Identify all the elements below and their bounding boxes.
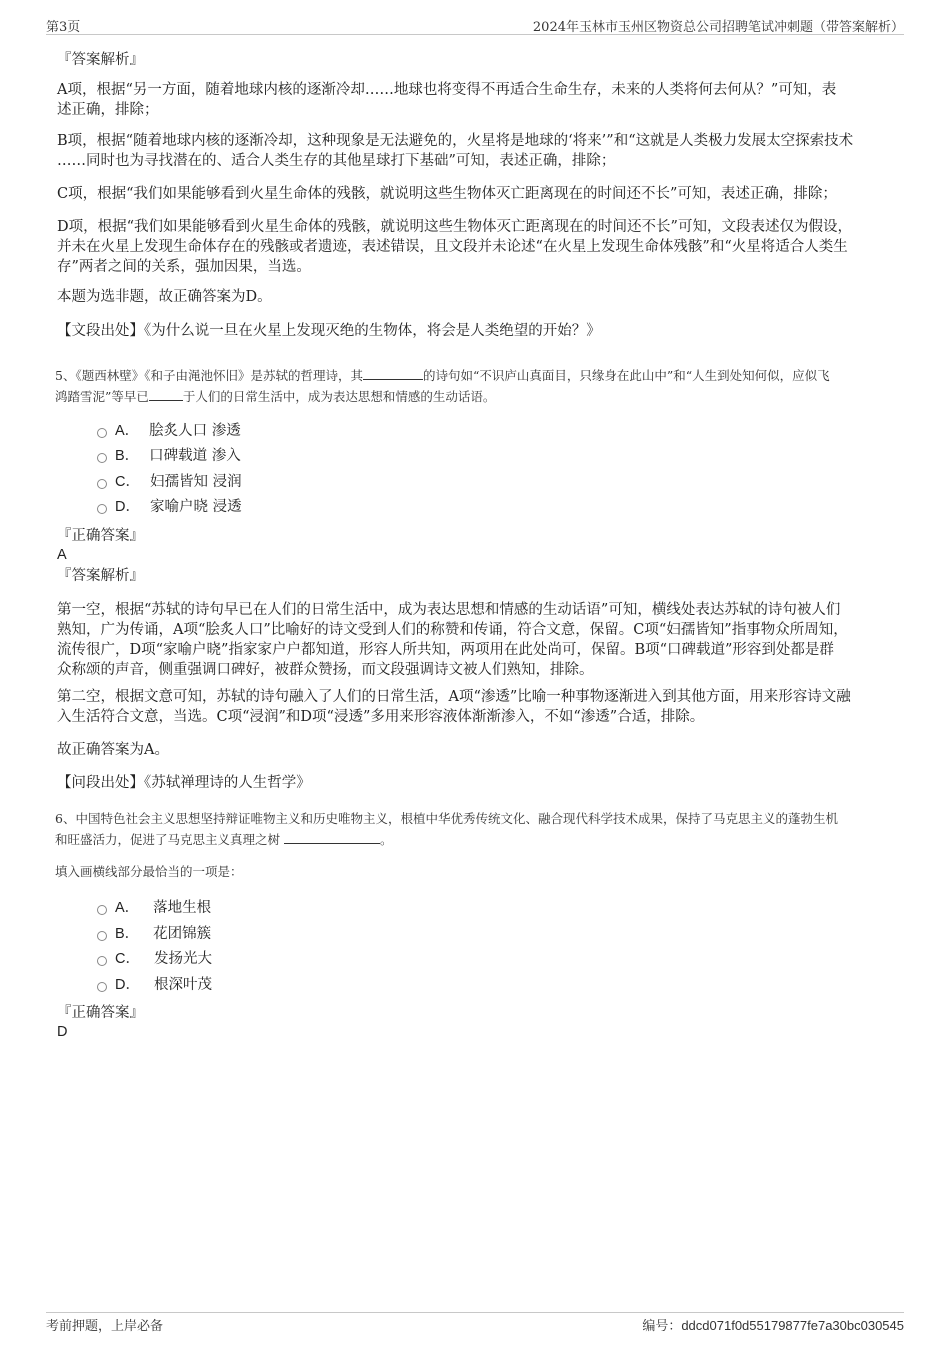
q5-answer: A (57, 547, 67, 563)
q4-answer-summary: 本题为选非题，故正确答案为D。 (57, 289, 272, 305)
q4-analysis-d-line1: D项，根据“我们如果能够看到火星生命体的残骸，就说明这些生物体灭亡距离现在的时间还不长”可知，文段表述仅为假设， (57, 219, 852, 235)
radio-button[interactable] (97, 931, 107, 941)
blank-line (284, 829, 380, 844)
q4-analysis-a-line2: 述正确，排除； (57, 102, 159, 118)
radio-button[interactable] (97, 453, 107, 463)
q5-analysis-1-line2: 熟知，广为传诵，A项“脍炙人口”比喻好的诗文受到人们的称赞和传诵，符合文意，保留。C项“妇孺皆知”指事物众所周知， (57, 622, 848, 638)
q4-analysis-d-line2: 并未在火星上发现生命体存在的残骸或者遗迹，表述错误，且文段并未论述“在火星上发现生命体残骸”和“火星将适合人类生 (57, 239, 848, 255)
q5-source: 【问段出处】《苏轼禅理诗的人生哲学》 (57, 775, 311, 791)
radio-button[interactable] (97, 504, 107, 514)
q4-analysis-b-line1: B项，根据“随着地球内核的逐渐冷却，这种现象是无法避免的，火星将是地球的‘将来’”和“这就是人类极力发展太空探索技术 (57, 133, 854, 149)
q4-analysis-b-line2: ……同时也为寻找潜在的、适合人类生存的其他星球打下基础”可知，表述正确，排除； (57, 153, 616, 169)
q4-source: 【文段出处】《为什么说一旦在火星上发现灭绝的生物体，将会是人类绝望的开始？》 (57, 323, 601, 339)
q5-stem-line1: 5、《题西林壁》《和子由渑池怀旧》是苏轼的哲理诗，其 的诗句如“不识庐山真面目，只缘身在此山中”和“人生到处知何似，应似飞 (55, 365, 895, 386)
footer-slogan: 考前押题，上岸必备 (46, 1319, 164, 1334)
q6-answer-tag: 『正确答案』 (57, 1005, 144, 1021)
q4-analysis-b (57, 131, 889, 171)
q5-analysis-1-line1: 第一空，根据“苏轼的诗句早已在人们的日常生活中，成为表达思想和情感的生动话语”可知，横线处表达苏轼的诗句被人们 (57, 602, 841, 618)
q5-answer-tag: 『正确答案』 (57, 528, 144, 544)
q6-option-a[interactable]: A． 落地生根 (97, 898, 211, 918)
q6-option-d[interactable]: D． 根深叶茂 (97, 975, 212, 995)
q4-analysis-c: C项，根据“我们如果能够看到火星生命体的残骸，就说明这些生物体灭亡距离现在的时间还不长”可知，表述正确，排除； (57, 186, 837, 202)
q5-option-a[interactable]: A． 脍炙人口 渗透 (97, 421, 241, 441)
q5-answer-summary: 故正确答案为A。 (57, 742, 169, 758)
q5-option-b[interactable]: B． 口碑载道 渗入 (97, 446, 241, 466)
footer-code: 编号：ddcd071f0d55179877fe7a30bc030545 (642, 1318, 904, 1334)
radio-button[interactable] (97, 956, 107, 966)
radio-button[interactable] (97, 479, 107, 489)
q5-analysis-1-line3: 流传很广，D项“家喻户晓”指家家户户都知道，形容人所共知，两项用在此处尚可，保留。B项“口碑载道”形容到处都是群 (57, 642, 834, 658)
q4-analysis-d-line3: 存”两者之间的关系，强加因果，当选。 (57, 259, 311, 275)
q5-analysis-tag: 『答案解析』 (57, 568, 144, 584)
q4-analysis-a (57, 80, 889, 120)
q6-stem-line1: 6、中国特色社会主义思想坚持辩证唯物主义和历史唯物主义，根植中华优秀传统文化、融合现代科学技术成果，保持了马克思主义的蓬勃生机 (55, 811, 838, 826)
q5-analysis-2-line2: 入生活符合文意，当选。C项“浸润”和D项“浸透”多用来形容液体渐渐渗入，不如“渗透”合适，排除。 (57, 709, 705, 725)
q5-analysis-1-line4: 众称颂的声音，侧重强调口碑好，被群众赞扬，而文段强调诗文被人们熟知，排除。 (57, 662, 594, 678)
document-title: 2024年玉林市玉州区物资总公司招聘笔试冲刺题（带答案解析） (532, 20, 904, 35)
q4-analysis-tag: 『答案解析』 (57, 52, 144, 68)
q5-analysis-first-blank (57, 600, 889, 680)
blank-line (363, 365, 423, 380)
q6-option-b[interactable]: B． 花团锦簇 (97, 924, 211, 944)
blank-line (149, 386, 183, 401)
radio-button[interactable] (97, 905, 107, 915)
page-footer (46, 1312, 904, 1335)
q4-analysis-d (57, 217, 889, 277)
page-number: 第3页 (46, 20, 81, 35)
q4-analysis-a-line1: A项，根据“另一方面，随着地球内核的逐渐冷却……地球也将变得不再适合生命生存，未来的人类将何去何从？”可知，表 (57, 82, 837, 98)
page-header (46, 14, 904, 35)
q5-analysis-second-blank (57, 687, 889, 727)
radio-button[interactable] (97, 982, 107, 992)
q6-option-c[interactable]: C． 发扬光大 (97, 949, 212, 969)
radio-button[interactable] (97, 428, 107, 438)
q6-prompt: 填入画横线部分最恰当的一项是： (55, 864, 243, 879)
q5-stem (55, 365, 895, 407)
q5-analysis-2-line1: 第二空，根据文意可知，苏轼的诗句融入了人们的日常生活，A项“渗透”比喻一种事物逐渐进入到其他方面，用来形容诗文融 (57, 689, 851, 705)
q5-option-d[interactable]: D． 家喻户晓 浸透 (97, 497, 242, 517)
q6-stem (55, 809, 895, 850)
q6-answer: D (57, 1024, 68, 1040)
q5-option-c[interactable]: C． 妇孺皆知 浸润 (97, 472, 242, 492)
q5-stem-line2: 鸿踏雪泥”等早已 于人们的日常生活中，成为表达思想和情感的生动话语。 (55, 386, 895, 407)
q6-stem-line2: 和旺盛活力，促进了马克思主义真理之树 。 (55, 829, 895, 850)
